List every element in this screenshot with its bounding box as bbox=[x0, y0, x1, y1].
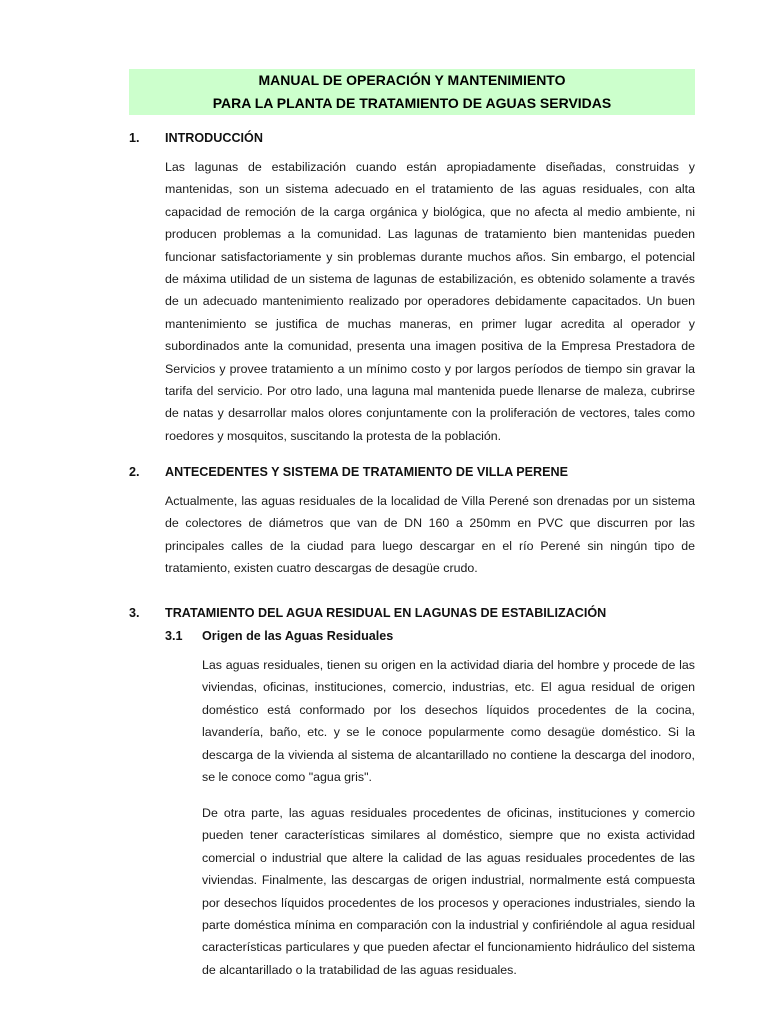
section-2-number: 2. bbox=[129, 465, 140, 479]
section-2-title: ANTECEDENTES Y SISTEMA DE TRATAMIENTO DE VILLA PERENE bbox=[165, 465, 569, 479]
section-2-paragraph: Actualmente, las aguas residuales de la localidad de Villa Perené son drenadas por un sistema de colectores de diámetros que van de DN 160 a 250mm en PVC que discurren por las principales calles de la ciudad para luego descargar en el río Perené sin ningún tipo de tratamiento, existen cuatro descargas de desagüe crudo. bbox=[165, 494, 695, 576]
subsection-3-1-heading bbox=[0, 628, 768, 644]
section-1-number: 1. bbox=[129, 131, 140, 145]
section-3-number: 3. bbox=[129, 606, 140, 620]
section-1-title: INTRODUCCIÓN bbox=[165, 131, 263, 145]
section-2-heading bbox=[0, 464, 768, 480]
subsection-3-1-paragraph-1: Las aguas residuales, tienen su origen en la actividad diaria del hombre y procede de las viviendas, oficinas, instituciones, comercio, industrias, etc. El agua residual de origen doméstico está conformado por los desechos líquidos procedentes de la cocina, lavandería, baño, etc. y se le conoce popularmente como desagüe doméstico. Si la descarga de la vivienda al sistema de alcantarillado no contiene la descarga del inodoro, se le conoce como "agua gris". bbox=[202, 658, 695, 785]
document-title-box bbox=[129, 69, 695, 115]
subsection-3-1-paragraph-2: De otra parte, las aguas residuales procedentes de oficinas, instituciones y comercio pueden tener características similares al doméstico, siempre que no exista actividad comercial o industrial que altere la calidad de las aguas residuales procedentes de las viviendas. Finalmente, las descargas de origen industrial, normalmente está compuesta por desechos líquidos procedentes de los procesos y operaciones industriales, siendo la parte doméstica mínima en comparación con la industrial y confiriéndole al agua residual características particulares y que pueden afectar el funcionamiento hidráulico del sistema de alcantarillado o la tratabilidad de las aguas residuales. bbox=[202, 806, 695, 977]
subsection-3-1-title: Origen de las Aguas Residuales bbox=[202, 629, 394, 643]
document-title-line-2: PARA LA PLANTA DE TRATAMIENTO DE AGUAS SERVIDAS bbox=[212, 95, 612, 111]
document-title-line-1: MANUAL DE OPERACIÓN Y MANTENIMIENTO bbox=[258, 72, 566, 88]
section-1-paragraph: Las lagunas de estabilización cuando están apropiadamente diseñadas, construidas y mantenidas, son un sistema adecuado en el tratamiento de las aguas residuales, con alta capacidad de remoción de la carga orgánica y biológica, que no afecta al medio ambiente, ni producen problemas a la comunidad. Las lagunas de tratamiento bien mantenidas pueden funcionar satisfactoriamente y sin problemas durante muchos años. Sin embargo, el potencial de máxima utilidad de un sistema de lagunas de estabilización, es obtenido solamente a través de un adecuado mantenimiento realizado por operadores debidamente capacitados. Un buen mantenimiento se justifica de muchas maneras, en primer lugar acredita al operador y subordinados ante la comunidad, presenta una imagen positiva de la Empresa Prestadora de Servicios y provee tratamiento a un mínimo costo y por largos períodos de tiempo sin gravar la tarifa del servicio. Por otro lado, una laguna mal mantenida puede llenarse de maleza, cubrirse de natas y desarrollar malos olores conjuntamente con la proliferación de vectores, tales como roedores y mosquitos, suscitando la protesta de la población. bbox=[165, 160, 695, 443]
section-1-heading bbox=[0, 130, 768, 146]
section-3-title: TRATAMIENTO DEL AGUA RESIDUAL EN LAGUNAS DE ESTABILIZACIÓN bbox=[165, 606, 607, 620]
subsection-3-1-number: 3.1 bbox=[165, 629, 183, 643]
section-3-heading bbox=[0, 605, 768, 621]
